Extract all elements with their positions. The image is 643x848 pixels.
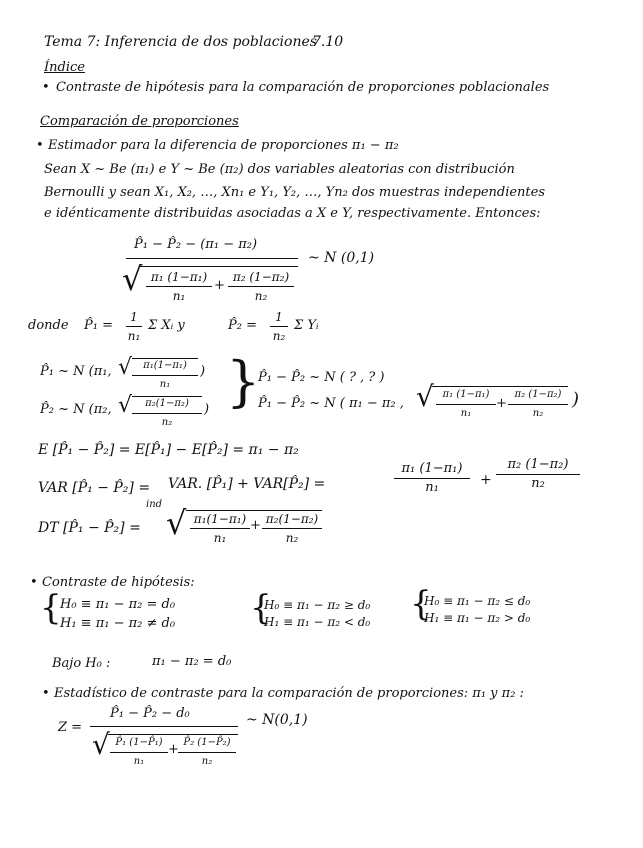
- where-p1: P̂₁ =: [84, 318, 113, 333]
- statistic-radical: √: [92, 728, 110, 761]
- dist-p2-frac: π₂(1−π₂) n₂: [132, 396, 202, 430]
- left-tail-brace: {: [250, 588, 272, 628]
- dist-p1-radical: √: [118, 355, 133, 380]
- eq1-plus: +: [214, 278, 225, 293]
- dist-p2: P̂₂ ~ N (π₂,: [40, 402, 112, 417]
- dist-p1: P̂₁ ~ N (π₁,: [40, 364, 112, 379]
- eq1-radical: √: [122, 260, 143, 298]
- sd-plus: +: [250, 518, 261, 533]
- left-tail-h0: H₀ ≡ π₁ − π₂ ≥ d₀: [264, 598, 371, 612]
- bilateral-brace: {: [40, 588, 62, 628]
- contrast-bullet-mark: •: [30, 575, 38, 590]
- statistic-plus: +: [168, 742, 179, 757]
- statistic-z: Z =: [58, 720, 83, 735]
- index-bullet: •: [42, 80, 50, 95]
- page-title: Tema 7: Inferencia de dos poblaciones: [44, 34, 317, 50]
- where-p2-frac: 1 n₂: [270, 310, 288, 343]
- right-tail-h0: H₀ ≡ π₁ − π₂ ≤ d₀: [424, 594, 531, 608]
- right-tail-brace: {: [410, 584, 432, 624]
- sd-b: π₂(1−π₂) n₂: [262, 512, 322, 545]
- variance-ind: ind: [146, 499, 163, 510]
- dist-diff-a: π₁ (1−π₁) n₁: [436, 388, 496, 421]
- dist-diff-plus: +: [496, 396, 507, 411]
- eq1-fraction-bar: [126, 258, 298, 259]
- statistic-fraction-bar: [90, 726, 238, 727]
- where-label: donde: [28, 318, 69, 333]
- dist-p2-close: ): [204, 402, 210, 417]
- estimator-bullet: Estimador para la diferencia de proporciones π₁ − π₂: [48, 138, 399, 153]
- under-h0-label: Bajo H₀ :: [52, 656, 111, 671]
- dist-diff-radical: √: [416, 380, 434, 413]
- dist-diff-radical-bar: [432, 386, 568, 387]
- where-p2-sum: Σ Yᵢ: [294, 318, 319, 333]
- dist-diff-b: π₂ (1−π₂) n₂: [508, 388, 568, 421]
- where-p1-frac: 1 n₁: [127, 310, 141, 343]
- index-label: Índice: [44, 60, 85, 75]
- sd-radical: √: [166, 504, 187, 542]
- expectation: E [P̂₁ − P̂₂] = E[P̂₁] − E[P̂₂] = π₁ − π₂: [38, 442, 299, 458]
- estimator-line-3: e idénticamente distribuidas asociadas a X e Y, respectivamente. Entonces:: [44, 206, 541, 221]
- statistic-den-a: P̂₁ (1−P̂₁) n₁: [110, 736, 168, 769]
- sd-a: π₁(1−π₁) n₁: [190, 512, 250, 545]
- dist-p2-radical: √: [118, 393, 133, 418]
- eq1-numerator: P̂₁ − P̂₂ − (π₁ − π₂): [134, 237, 258, 252]
- variance-plus: +: [480, 472, 492, 488]
- contrast-bullet: Contraste de hipótesis:: [42, 575, 195, 590]
- statistic-num: P̂₁ − P̂₂ − d₀: [110, 706, 190, 721]
- section-title: Comparación de proporciones: [40, 114, 239, 129]
- index-item: Contraste de hipótesis para la comparación de proporciones poblacionales: [56, 80, 550, 95]
- eq1-rhs: ~ N (0,1): [308, 250, 375, 266]
- statistic-bullet: Estadístico de contraste para la comparación de proporciones: π₁ y π₂ :: [54, 686, 524, 701]
- dist-diff-close: ): [572, 389, 580, 410]
- dist-brace: }: [226, 350, 261, 413]
- estimator-bullet-mark: •: [36, 138, 44, 153]
- dist-diff-unknown: P̂₁ − P̂₂ ~ N ( ? , ? ): [258, 370, 385, 385]
- statistic-bullet-mark: •: [42, 686, 50, 701]
- variance-lhs: VAR [P̂₁ − P̂₂] =: [38, 480, 151, 496]
- where-p2: P̂₂ =: [228, 318, 257, 333]
- estimator-line-2: Bernoulli y sean X₁, X₂, …, Xn₁ e Y₁, Y₂, …, Yn₂ dos muestras independientes: [44, 185, 546, 200]
- sd-lhs: DT [P̂₁ − P̂₂] =: [38, 520, 141, 536]
- estimator-line-1: Sean X ~ Be (π₁) e Y ~ Be (π₂) dos variables aleatorias con distribución: [44, 162, 515, 177]
- bilateral-h1: H₁ ≡ π₁ − π₂ ≠ d₀: [60, 616, 176, 631]
- under-h0-eq: π₁ − π₂ = d₀: [152, 654, 232, 669]
- page-number: 7.10: [312, 34, 344, 50]
- statistic-radical-bar: [108, 734, 238, 735]
- left-tail-h1: H₁ ≡ π₁ − π₂ < d₀: [264, 615, 371, 629]
- right-tail-h1: H₁ ≡ π₁ − π₂ > d₀: [424, 611, 531, 625]
- statistic-rhs: ~ N(0,1): [246, 712, 308, 728]
- dist-p1-close: ): [200, 364, 206, 379]
- variance-mid: VAR. [P̂₁] + VAR[P̂₂] =: [168, 476, 326, 492]
- statistic-den-b: P̂₂ (1−P̂₂) n₂: [178, 736, 236, 769]
- eq1-radical-bar: [140, 266, 298, 267]
- eq1-den-a: π₁ (1−π₁) n₁: [146, 270, 212, 303]
- variance-a: π₁ (1−π₁) n₁: [394, 462, 470, 495]
- eq1-den-b: π₂ (1−π₂) n₂: [228, 270, 294, 303]
- variance-b: π₂ (1−π₂) n₂: [496, 458, 580, 491]
- dist-p1-frac: π₁(1−π₁) n₁: [132, 358, 198, 392]
- sd-radical-bar: [186, 510, 322, 511]
- dist-diff: P̂₁ − P̂₂ ~ N ( π₁ − π₂ ,: [258, 396, 404, 411]
- bilateral-h0: H₀ ≡ π₁ − π₂ = d₀: [60, 597, 176, 612]
- where-p1-sum: Σ Xᵢ y: [148, 318, 185, 333]
